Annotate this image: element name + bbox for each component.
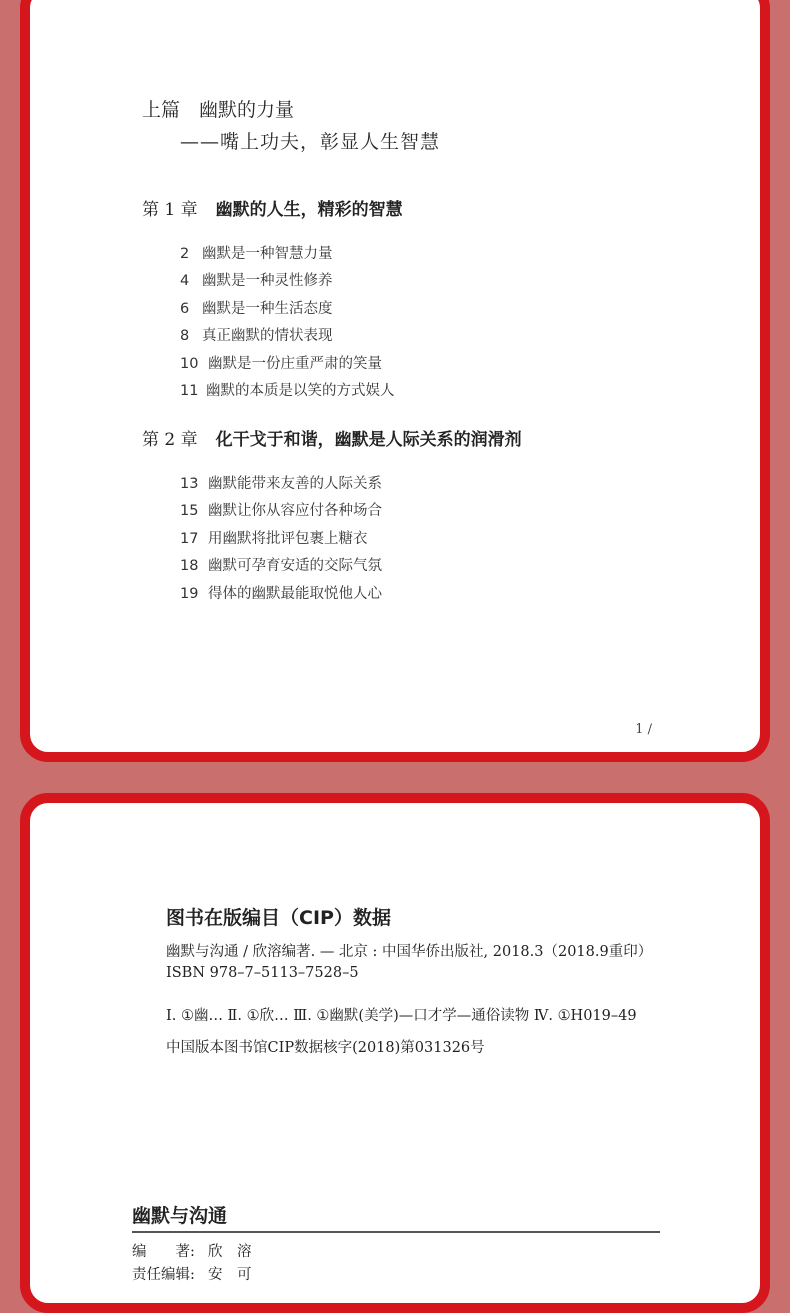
chapter-heading [142,425,522,450]
toc-entry-title: 幽默的本质是以笑的方式娱人 [206,382,395,399]
toc-entry-title: 幽默可孕育安适的交际气氛 [208,558,382,575]
chapter-title: 化干戈于和谐，幽默是人际关系的润滑剂 [215,430,522,450]
toc-list [180,471,382,608]
chapter-number: 第 1 章 [142,200,198,220]
toc-page-number: 15 [180,503,199,520]
toc-entry [180,323,395,350]
toc-entry-title: 幽默是一种灵性修养 [202,273,333,290]
chapter-title: 幽默的人生，精彩的智慧 [215,200,403,220]
toc-entry [180,378,395,405]
cip-title: 图书在版编目（CIP）数据 [166,907,391,929]
cip-record-number: 中国版本图书馆CIP数据核字(2018)第031326号 [166,1040,485,1056]
toc-entry-title: 幽默是一种智慧力量 [202,246,333,262]
toc-entry [180,296,395,323]
book-title: 幽默与沟通 [132,1205,228,1227]
toc-page-number: 13 [180,476,199,492]
toc-page-number: 10 [180,355,199,372]
chapter-heading [142,195,403,220]
toc-entry-title: 幽默让你从容应付各种场合 [208,503,382,520]
toc-entry-title: 幽默能带来友善的人际关系 [208,476,382,492]
toc-page-number: 11 [180,382,199,399]
toc-entry-title: 用幽默将批评包裹上糖衣 [208,530,368,547]
toc-entry [180,241,395,268]
toc-entry-title: 幽默是一份庄重严肃的笑量 [208,355,382,372]
cip-classification: Ⅰ. ①幽… Ⅱ. ①欣… Ⅲ. ①幽默(美学)—口才学—通俗读物 Ⅳ. ①H019–49 [166,1008,637,1024]
toc-page-number: 4 [180,273,190,290]
part-title: 上篇 幽默的力量 [142,99,295,121]
toc-entry-title: 幽默是一种生活态度 [202,300,333,317]
meta-value: 安 可 [208,1267,252,1283]
toc-entry [180,553,382,580]
page-number: 1 / [635,722,652,737]
toc-page-number: 18 [180,558,199,575]
toc-page-number: 2 [180,246,190,262]
toc-page-number: 6 [180,300,190,317]
toc-entry [180,526,382,553]
toc-list [180,241,395,405]
toc-entry [180,268,395,295]
toc-entry [180,471,382,498]
chapter-number: 第 2 章 [142,430,198,450]
cip-catalog-line: 幽默与沟通 / 欣溶编著. — 北京 : 中国华侨出版社, 2018.3（2018.9重印） [166,944,653,960]
copyright-page [20,793,770,1313]
toc-entry-title: 得体的幽默最能取悦他人心 [208,585,382,602]
meta-value: 欣 溶 [208,1244,252,1260]
toc-page [20,0,770,762]
toc-page-number: 8 [180,328,190,345]
toc-entry [180,351,395,378]
part-subtitle: ——嘴上功夫，彰显人生智慧 [180,131,441,153]
toc-entry [180,498,382,525]
meta-row-author [132,1240,252,1261]
toc-page-number: 19 [180,585,199,602]
meta-label: 责任编辑: [132,1267,195,1283]
toc-entry [180,581,382,608]
cip-isbn: ISBN 978–7–5113–7528–5 [166,965,359,981]
toc-page-number: 17 [180,530,199,547]
divider [132,1231,660,1233]
toc-entry-title: 真正幽默的情状表现 [202,328,333,345]
meta-label: 编 著: [132,1244,195,1260]
meta-row-editor [132,1263,252,1284]
